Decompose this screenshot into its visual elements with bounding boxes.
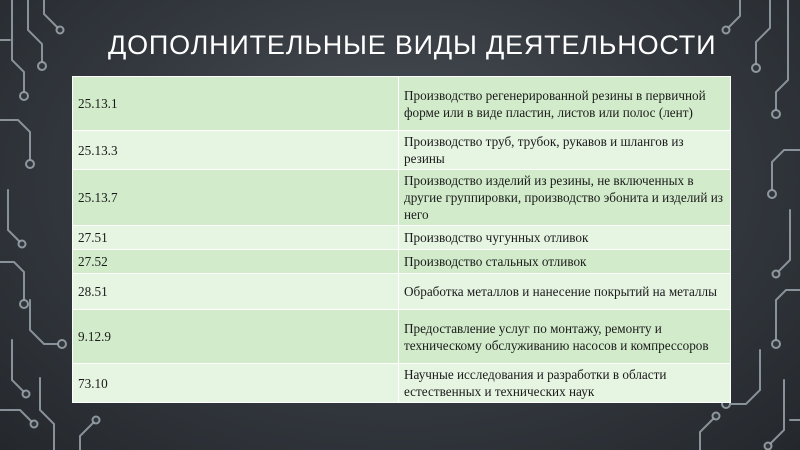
- activity-description: Производство изделий из резины, не включенных в другие группировки, производство эбонита и изделий из него: [399, 170, 731, 226]
- table-row: [73, 310, 731, 364]
- activity-code: 73.10: [73, 364, 399, 403]
- table-row: [73, 226, 731, 250]
- table-row: [73, 170, 731, 226]
- activity-description: Производство стальных отливок: [399, 250, 731, 274]
- activity-description: Обработка металлов и нанесение покрытий на металлы: [399, 274, 731, 310]
- activity-description: Производство труб, трубок, рукавов и шлангов из резины: [399, 131, 731, 170]
- activity-code: 9.12.9: [73, 310, 399, 364]
- activity-code: 25.13.7: [73, 170, 399, 226]
- activity-code: 27.52: [73, 250, 399, 274]
- activities-table: [72, 76, 731, 403]
- table-row: [73, 364, 731, 403]
- activity-description: Производство регенерированной резины в первичной форме или в виде пластин, листов или полос (лент): [399, 77, 731, 131]
- page-title: ДОПОЛНИТЕЛЬНЫЕ ВИДЫ ДЕЯТЕЛЬНОСТИ: [108, 30, 717, 60]
- activity-description: Предоставление услуг по монтажу, ремонту и техническому обслуживанию насосов и компрессоров: [399, 310, 731, 364]
- activity-code: 25.13.1: [73, 77, 399, 131]
- table-row: [73, 274, 731, 310]
- table-row: [73, 131, 731, 170]
- activity-code: 25.13.3: [73, 131, 399, 170]
- activity-description: Производство чугунных отливок: [399, 226, 731, 250]
- table-row: [73, 250, 731, 274]
- activity-description: Научные исследования и разработки в области естественных и технических наук: [399, 364, 731, 403]
- table-row: [73, 77, 731, 131]
- activity-code: 28.51: [73, 274, 399, 310]
- activity-code: 27.51: [73, 226, 399, 250]
